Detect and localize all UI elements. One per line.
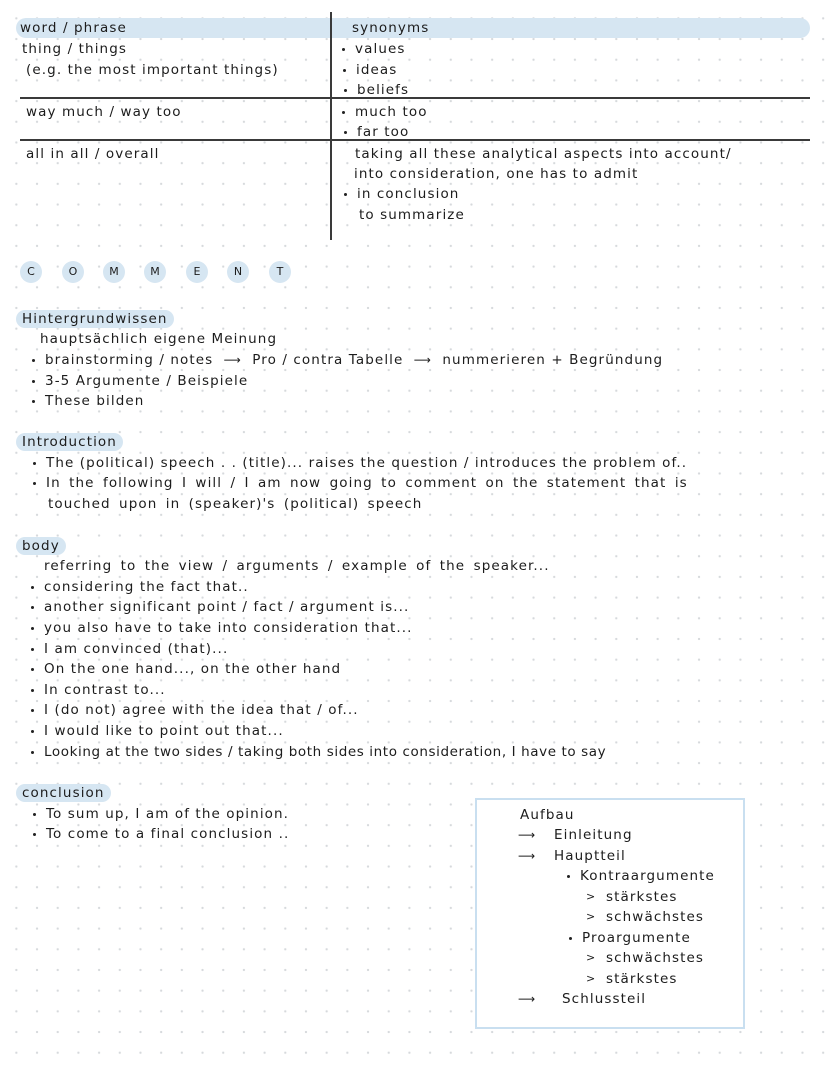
aufbau-pro-2: stärkstes (606, 971, 678, 987)
body-line-1: referring to the view / arguments / example of the speaker... (44, 558, 550, 574)
chevron-right-icon: > (586, 890, 597, 903)
table-row-1-right-2: ideas (356, 62, 398, 78)
hintergrund-line-3: 3-5 Argumente / Beispiele (45, 373, 249, 389)
aufbau-pro-1: schwächstes (606, 950, 705, 966)
hintergrund-tabelle: Pro / contra Tabelle (252, 352, 404, 368)
aufbau-pro: Proargumente (582, 930, 691, 946)
arrow-icon: ⟶ (218, 353, 247, 367)
table-divider-row2 (20, 139, 810, 141)
aufbau-einleitung: Einleitung (554, 827, 633, 843)
introduction-line-2: In the following I will / I am now going to comment on the statement that is (46, 475, 688, 491)
chevron-right-icon: > (586, 951, 597, 964)
chevron-right-icon: > (586, 910, 597, 923)
section-title-hintergrundwissen: Hintergrundwissen (16, 310, 174, 328)
table-divider-row1 (20, 97, 810, 99)
table-divider-vertical (330, 12, 332, 240)
conclusion-line-1: To sum up, I am of the opinion. (46, 806, 290, 822)
arrow-icon: ⟶ (518, 828, 537, 842)
table-row-1-left-1: thing / things (22, 41, 128, 57)
hintergrund-line-1: hauptsächlich eigene Meinung (40, 331, 278, 347)
table-row-3-right-2: into consideration, one has to admit (354, 166, 639, 182)
body-line-7: In contrast to... (44, 682, 166, 698)
hintergrund-line-2 (45, 351, 663, 369)
body-line-2: considering the fact that.. (44, 579, 249, 595)
aufbau-kontra-2: schwächstes (606, 909, 705, 925)
body-line-5: I am convinced (that)... (44, 641, 229, 657)
section-title-conclusion: conclusion (16, 784, 111, 802)
table-row-3-right-1: taking all these analytical aspects into account/ (355, 146, 732, 162)
arrow-icon: ⟶ (408, 353, 437, 367)
table-row-2-right-2: far too (357, 124, 410, 140)
table-row-3-right-3: in conclusion (357, 186, 460, 202)
header-synonyms: synonyms (352, 20, 430, 36)
comment-letter-n: N (227, 261, 249, 283)
arrow-icon: ⟶ (518, 849, 537, 863)
comment-letter-c: C (20, 261, 42, 283)
introduction-line-3: touched upon in (speaker)'s (political) speech (48, 496, 423, 512)
body-line-4: you also have to take into consideration that... (44, 620, 413, 636)
table-row-1-right-1: values (355, 41, 406, 57)
table-row-1-right-3: beliefs (357, 82, 410, 98)
table-row-3-right-4: to summarize (359, 207, 465, 223)
table-row-3-left-1: all in all / overall (26, 146, 160, 162)
aufbau-kontra-1: stärkstes (606, 889, 678, 905)
body-line-3: another significant point / fact / argument is... (44, 599, 410, 615)
table-row-1-left-2: (e.g. the most important things) (26, 62, 279, 78)
comment-letter-m1: M (103, 261, 125, 283)
body-line-9: I would like to point out that... (44, 723, 284, 739)
section-title-body: body (16, 537, 66, 555)
arrow-icon: ⟶ (518, 992, 537, 1006)
aufbau-title: Aufbau (520, 807, 575, 823)
chevron-right-icon: > (586, 972, 597, 985)
conclusion-line-2: To come to a final conclusion .. (46, 826, 290, 842)
hintergrund-notes: brainstorming / notes (45, 352, 214, 368)
aufbau-hauptteil: Hauptteil (554, 848, 626, 864)
body-line-8: I (do not) agree with the idea that / of... (44, 702, 359, 718)
introduction-line-1: The (political) speech . . (title)... raises the question / introduces the problem of.. (46, 455, 688, 471)
section-title-introduction: Introduction (16, 433, 123, 451)
hintergrund-nummerieren: nummerieren + Begründung (442, 352, 664, 368)
comment-letter-o: O (62, 261, 84, 283)
table-row-2-right-1: much too (355, 104, 428, 120)
header-word-phrase: word / phrase (20, 20, 127, 36)
aufbau-schlussteil: Schlussteil (562, 991, 647, 1007)
aufbau-kontra: Kontraargumente (580, 868, 715, 884)
comment-letter-e: E (186, 261, 208, 283)
comment-letter-m2: M (144, 261, 166, 283)
comment-letter-t: T (269, 261, 291, 283)
table-row-2-left-1: way much / way too (26, 104, 182, 120)
body-line-10: Looking at the two sides / taking both sides into consideration, I have to say (44, 744, 607, 760)
hintergrund-line-4: These bilden (45, 393, 145, 409)
body-line-6: On the one hand..., on the other hand (44, 661, 342, 677)
